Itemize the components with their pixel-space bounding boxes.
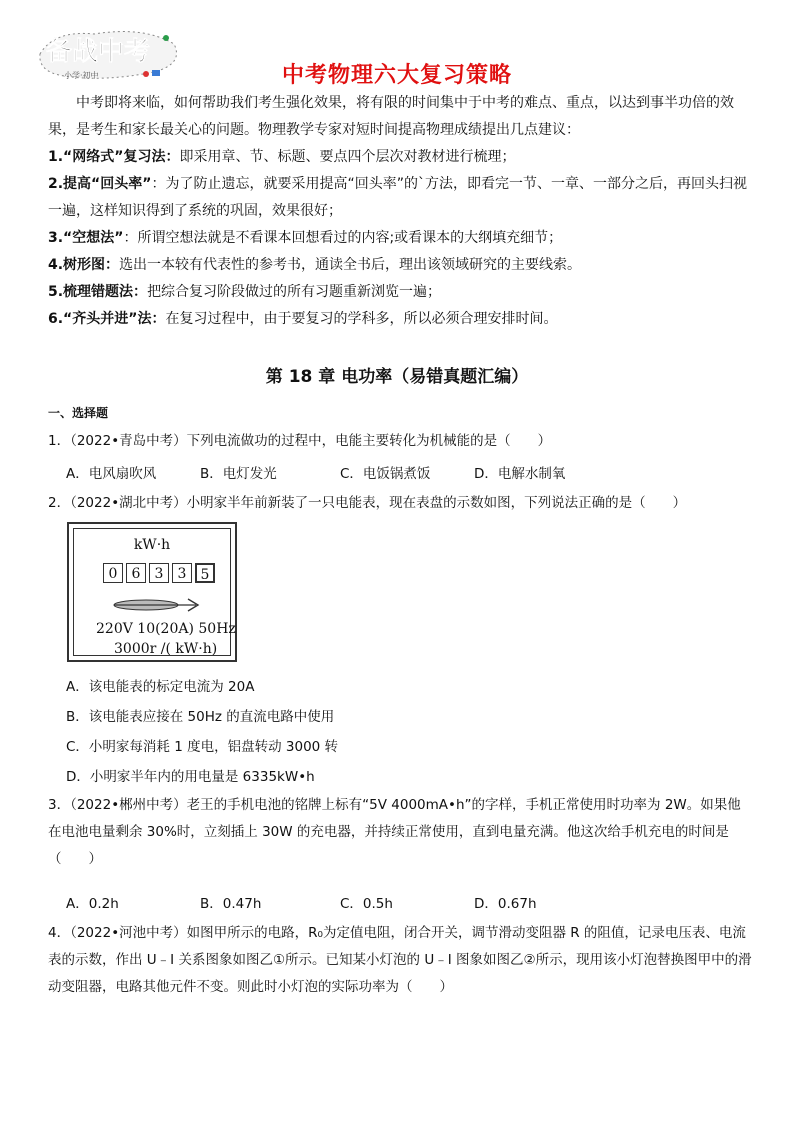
tip-body: 把综合复习阶段做过的所有习题重新浏览一遍； <box>147 284 442 300</box>
tip-body: ：为了防止遗忘，就要采用提高“回头率”的`方法，即看完一节、一章、一部分之后，再回头扫视一遍，这样知识得到了系统的巩固，效果很好； <box>48 176 747 219</box>
meter-spec-revs: 3000r /( kW·h) <box>114 641 218 657</box>
question-4-stem: 4．（2022•河池中考）如图甲所示的电路，R₀为定值电阻，闭合开关，调节滑动变阻器 R 的阻值，记录电压表、电流表的示数，作出 U﹣I 关系图象如图乙①所示。已知某小灯泡的 U﹣I 图象如图乙②所示，现用该小灯泡替换图甲中的滑动变阻器，电路其他元件不变。则此时小灯泡的实际功率为（ ） <box>48 925 752 995</box>
tip-1 <box>48 144 748 171</box>
question-1-stem: 1．（2022•青岛中考）下列电流做功的过程中，电能主要转化为机械能的是（ ） <box>48 433 552 449</box>
meter-digit: 3 <box>172 563 192 583</box>
tip-body: 在复习过程中，由于要复习的学科多，所以必须合理安排时间。 <box>165 311 558 327</box>
option-c: C．小明家每消耗 1 度电，铝盘转动 3000 转 <box>66 739 339 755</box>
option-d: D．0.67h <box>474 896 537 912</box>
section-heading: 一、选择题 <box>48 406 109 420</box>
option-c: C．0.5h <box>340 896 393 912</box>
option-a: A．该电能表的标定电流为 20A <box>66 679 255 695</box>
rotation-arrow-icon <box>110 595 202 615</box>
intro-paragraph: 中考即将来临，如何帮助我们考生强化效果，将有限的时间集中于中考的难点、重点，以达到事半功倍的效果，是考生和家长最关心的问题。物理教学专家对短时间提高物理成绩提出几点建议： <box>48 95 734 138</box>
question-3-stem: 3．（2022•郴州中考）老王的手机电池的铭牌上标有“5V 4000mA•h”的字样，手机正常使用时功率为 2W。如果他在电池电量剩余 30%时，立刻插上 30W 的充电器，并持续正常使用，直到电量充满。他这次给手机充电的时间是（ ） <box>48 797 741 867</box>
tip-head: 5.梳理错题法： <box>48 284 148 300</box>
page-title: 中考物理六大复习策略 <box>281 63 512 88</box>
tip-5 <box>48 279 748 306</box>
question-2-stem: 2．（2022•湖北中考）小明家半年前新装了一只电能表，现在表盘的示数如图，下列说法正确的是（ ） <box>48 495 687 511</box>
tip-body: ：所谓空想法就是不看课本回想看过的内容;或看课本的大纲填充细节； <box>123 230 563 246</box>
meter-digit: 3 <box>149 563 169 583</box>
chapter-title: 第 18 章 电功率（易错真题汇编） <box>265 367 529 387</box>
option-b: B．该电能表应接在 50Hz 的直流电路中使用 <box>66 709 335 725</box>
brand-logo <box>34 24 184 84</box>
svg-text:小学·初中: 小学·初中 <box>64 71 99 80</box>
meter-digit-decimal: 5 <box>195 563 215 583</box>
meter-digit: 0 <box>103 563 123 583</box>
option-b: B．0.47h <box>200 896 262 912</box>
meter-face <box>73 528 236 657</box>
tip-head: 6.“齐头并进”法： <box>48 311 166 327</box>
tip-4 <box>48 252 748 279</box>
option-c: C．电饭锅煮饭 <box>340 466 431 482</box>
tip-head: 2.提高“回头率” <box>48 176 152 192</box>
tip-body: 即采用章、节、标题、要点四个层次对教材进行梳理； <box>179 149 516 165</box>
meter-digits <box>103 563 218 583</box>
meter-unit: kW·h <box>133 537 171 553</box>
svg-text:备战中考: 备战中考 <box>46 37 151 67</box>
option-a: A．0.2h <box>66 896 119 912</box>
tip-head: 3.“空想法” <box>48 230 124 246</box>
tip-6 <box>48 306 748 333</box>
tip-3 <box>48 225 748 252</box>
option-b: B．电灯发光 <box>200 466 277 482</box>
electric-meter-figure <box>67 522 237 662</box>
meter-spec-voltage: 220V 10(20A) 50Hz <box>96 621 236 637</box>
option-a: A．电风扇吹风 <box>66 466 157 482</box>
tip-body: 选出一本较有代表性的参考书，通读全书后，理出该领域研究的主要线索。 <box>119 257 582 273</box>
option-d: D．小明家半年内的用电量是 6335kW•h <box>66 769 315 785</box>
meter-digit: 6 <box>126 563 146 583</box>
tip-head: 4.树形图： <box>48 257 120 273</box>
tip-head: 1.“网络式”复习法： <box>48 149 180 165</box>
option-d: D．电解水制氧 <box>474 466 566 482</box>
tip-2 <box>48 171 748 225</box>
